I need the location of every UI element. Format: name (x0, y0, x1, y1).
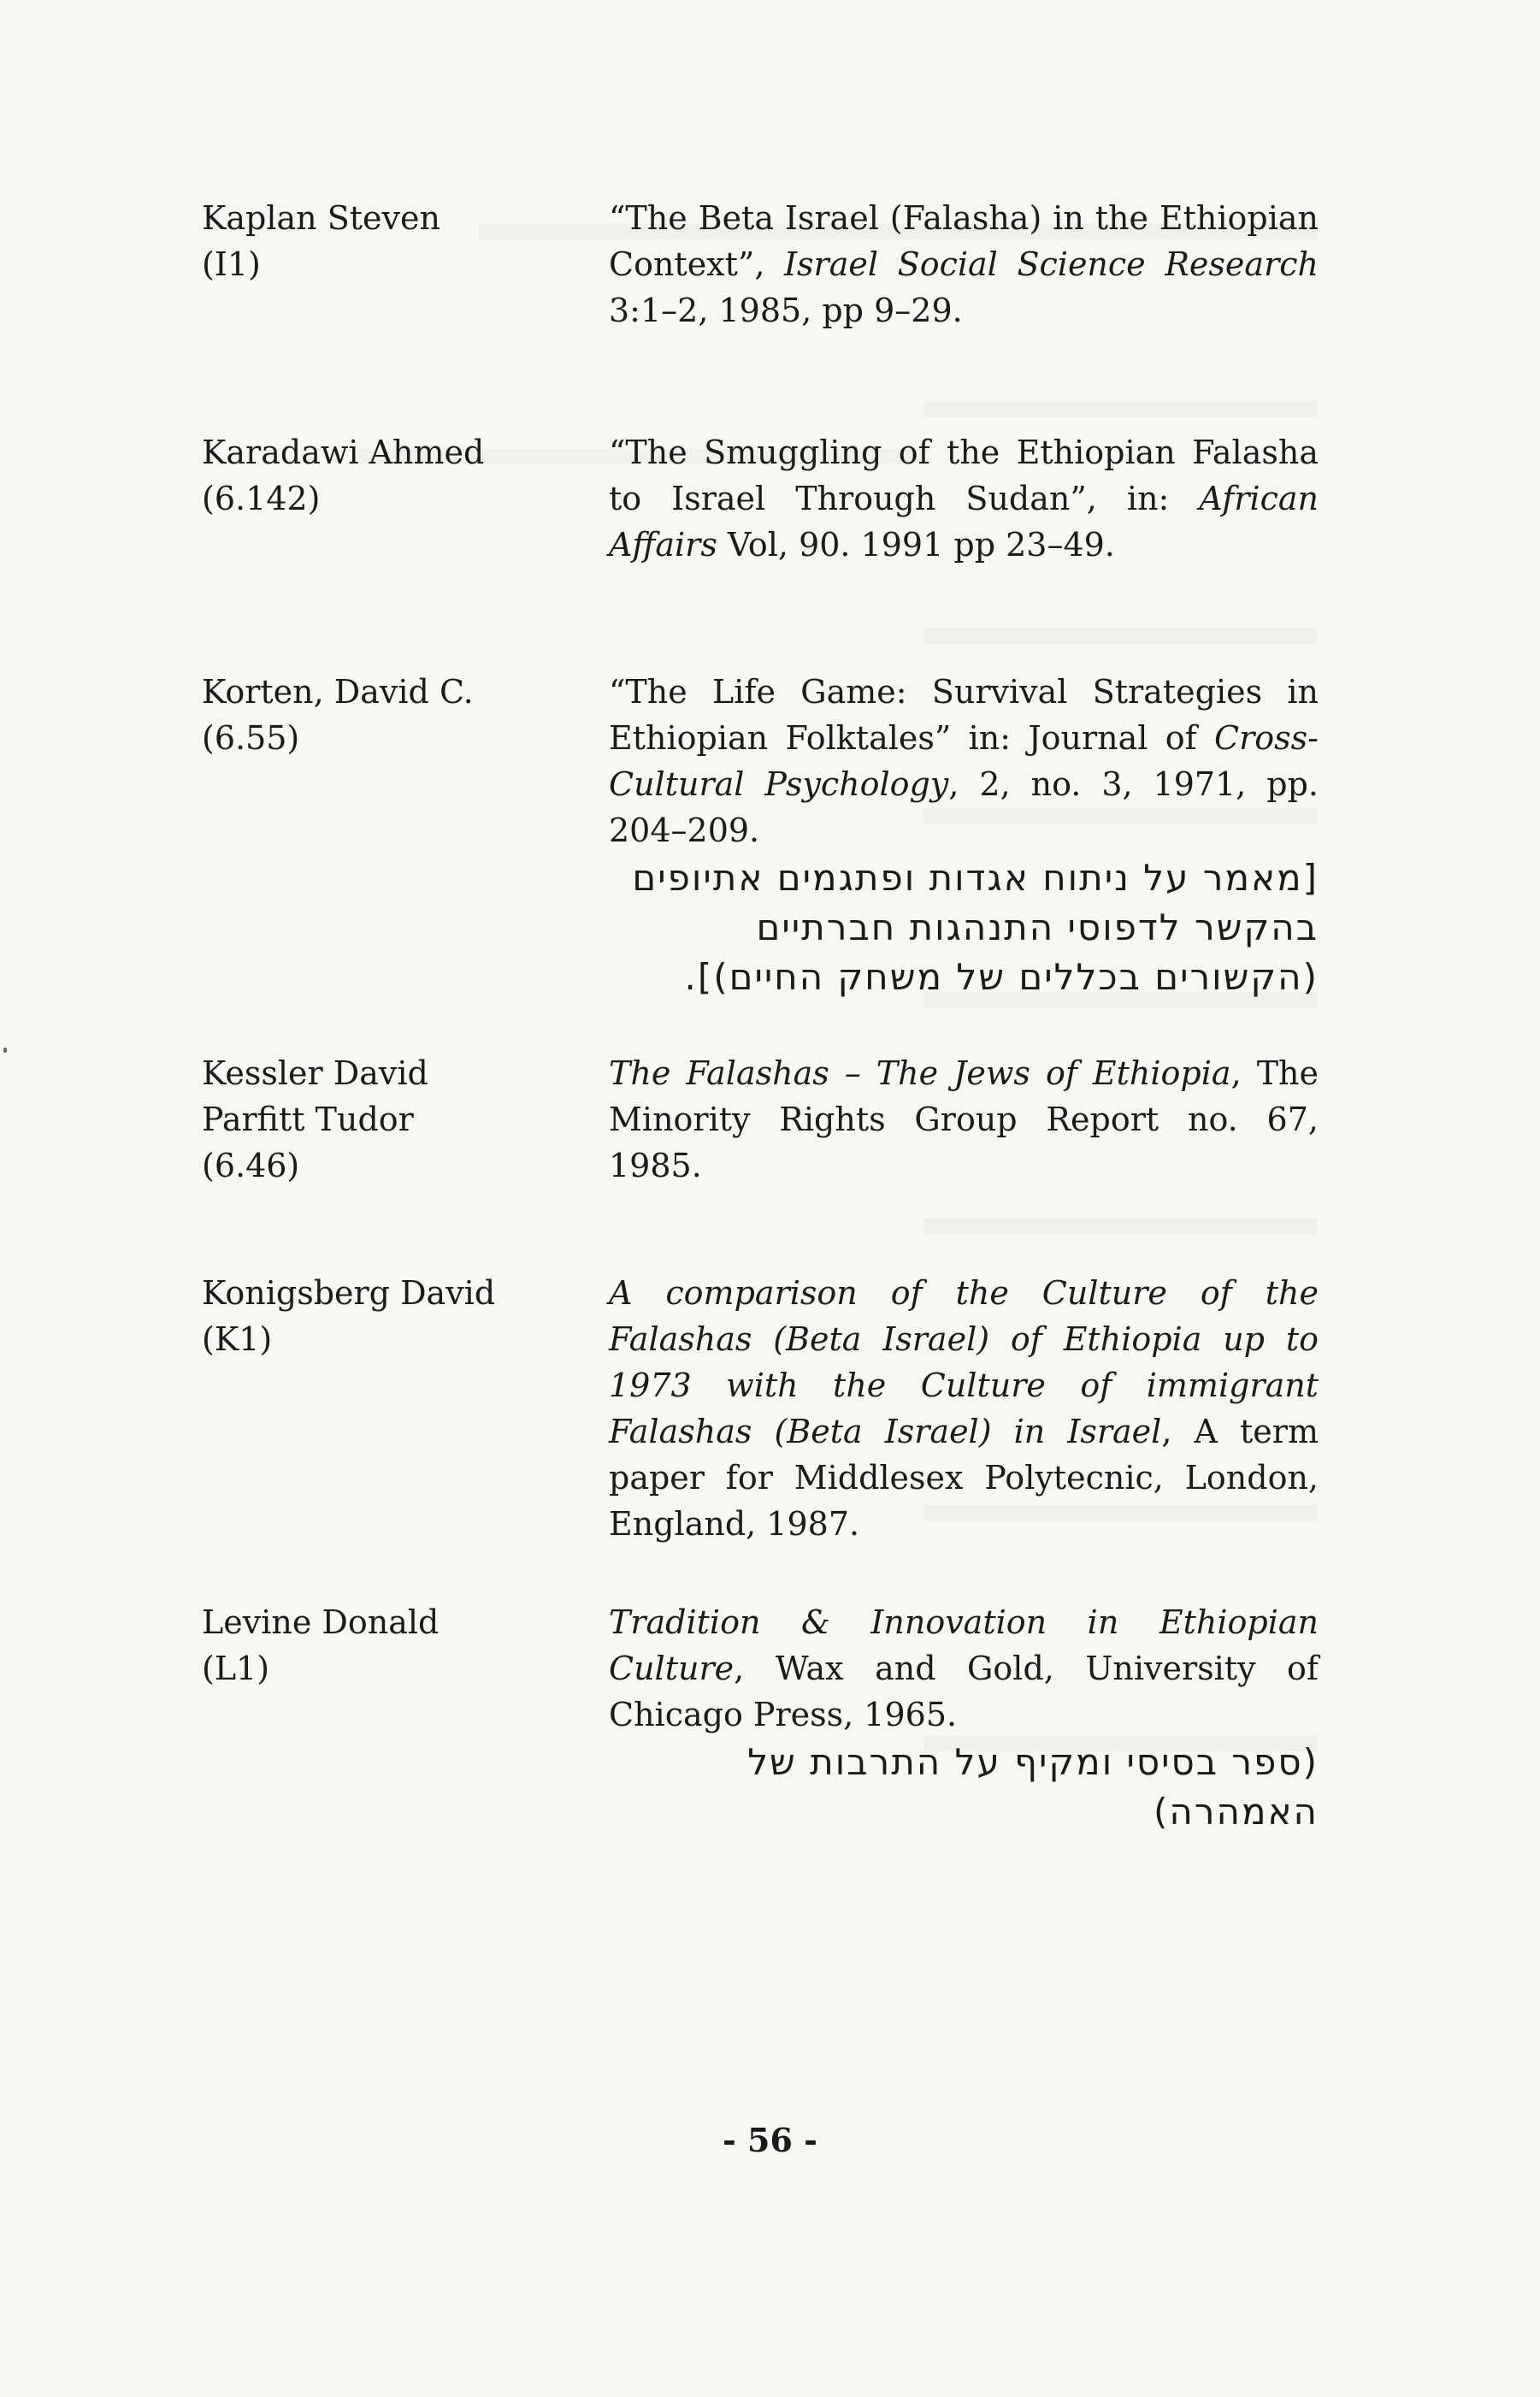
author-code: (6.55) (202, 719, 300, 757)
citation-text: 3:1–2, 1985, pp 9–29. (609, 292, 963, 329)
citation-title: Tradition & Innovation in Ethiopian Culture (609, 1603, 1319, 1687)
entry-citation (609, 1599, 1319, 1837)
citation-journal: African Affairs (609, 480, 1319, 564)
page-number: - 56 - (723, 2121, 817, 2159)
author-code: (6.142) (202, 480, 321, 517)
citation-text: “The Smuggling of the Ethiopian Falasha to Israel Through Sudan”, in: (609, 434, 1319, 517)
entry-citation (609, 429, 1319, 568)
author-code: (L1) (202, 1650, 270, 1687)
citation-title: The Falashas – The Jews of Ethiopia (609, 1054, 1231, 1092)
author-name: Korten, David C. (202, 673, 474, 711)
margin-speck (3, 1048, 7, 1053)
citation-text: Vol, 90. 1991 pp 23–49. (717, 526, 1115, 564)
entry-author (202, 195, 561, 287)
author-name: Kessler David (202, 1054, 428, 1092)
entry-citation (609, 1270, 1319, 1547)
citation-text: “The Life Game: Survival Strategies in Ethiopian Folktales” in: Journal of (609, 673, 1319, 757)
citation-text: , 2, no. 3, 1971, pp. 204–209. (609, 765, 1319, 849)
author-name: Kaplan Steven (202, 199, 440, 237)
author-name: Konigsberg David (202, 1274, 496, 1312)
entry-citation (609, 1050, 1319, 1189)
citation-journal: Cross-Cultural Psychology (609, 719, 1319, 803)
entry-author (202, 1270, 561, 1362)
entry-author (202, 669, 561, 761)
entry-citation (609, 195, 1319, 334)
hebrew-annotation: [מאמר על ניתוח אגדות ופתגמים אתיופים בהקשר לדפוסי התנהגות חברתיים (הקשורים בכללים של משחק החיים)]. (632, 857, 1319, 998)
author-code: (6.46) (202, 1147, 300, 1184)
citation-text: , The Minority Rights Group Report no. 67, 1985. (609, 1054, 1319, 1184)
hebrew-annotation: (ספר בסיסי ומקיף על התרבות של האמהרה) (747, 1741, 1319, 1833)
citation-text: , Wax and Gold, University of Chicago Press, 1965. (609, 1650, 1319, 1733)
author-name: Parfitt Tudor (202, 1101, 414, 1138)
author-code: (I1) (202, 245, 261, 283)
citation-title: A comparison of the Culture of the Falashas (Beta Israel) of Ethiopia up to 1973 with the Culture of immigrant Falashas (Beta Israel) in Israel (609, 1274, 1319, 1450)
entry-author (202, 429, 561, 522)
entry-author (202, 1050, 561, 1189)
author-name: Levine Donald (202, 1603, 440, 1641)
citation-journal: Israel Social Science Research (784, 245, 1319, 283)
citation-text: “The Beta Israel (Falasha) in the Ethiopian Context”, (609, 199, 1319, 283)
author-name: Karadawi Ahmed (202, 434, 485, 471)
citation-text: , A term paper for Middlesex Polytecnic, London, England, 1987. (609, 1413, 1319, 1543)
entry-author (202, 1599, 561, 1691)
author-code: (K1) (202, 1320, 273, 1358)
entry-citation (609, 669, 1319, 1002)
